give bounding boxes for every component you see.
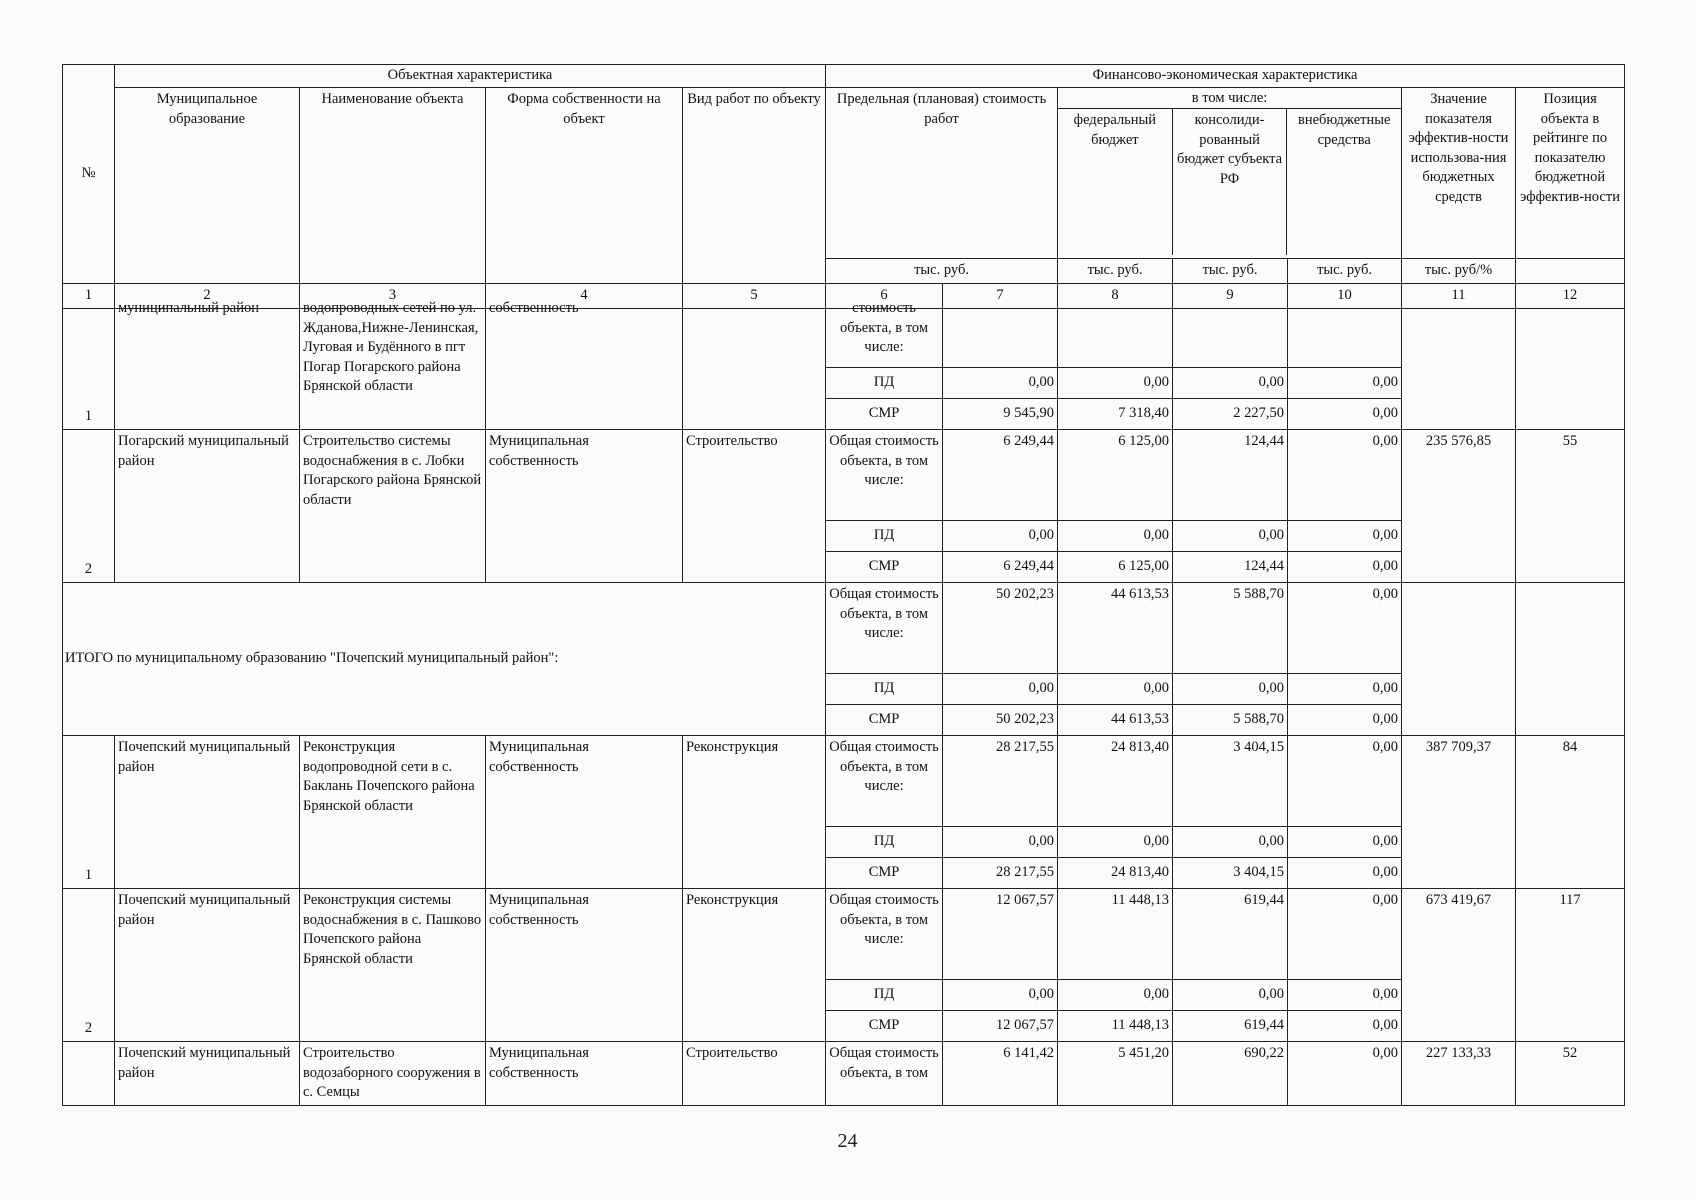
pd-value: 0,00: [1058, 521, 1173, 552]
cost-value: [1173, 309, 1288, 368]
work-type-cell: Реконструкция: [683, 736, 826, 889]
header-ownership: Форма собственности на объект: [486, 88, 683, 284]
cost-value: 0,00: [1288, 1042, 1402, 1106]
row-number: 1: [63, 736, 115, 889]
pd-value: 0,00: [943, 521, 1058, 552]
pd-value: 0,00: [1288, 368, 1402, 399]
cost-total-label: [826, 736, 943, 827]
rating-value: [1516, 583, 1625, 736]
column-number: 11: [1402, 284, 1516, 309]
header-group-finance: Финансово-экономическая характеристика: [826, 65, 1625, 88]
smr-value: 3 404,15: [1173, 858, 1288, 889]
cost-value: 0,00: [1288, 583, 1402, 674]
unit-rating: [1516, 259, 1625, 284]
unit-indicator: тыс. руб/%: [1402, 259, 1516, 284]
smr-value: 0,00: [1288, 705, 1402, 736]
cost-total-label-text: Общая стоимость объекта, в том числе:: [829, 433, 939, 489]
pd-value: 0,00: [1288, 521, 1402, 552]
header-including-label: в том числе:: [1058, 88, 1401, 109]
column-number: 9: [1173, 284, 1288, 309]
table-row-partial: [63, 1042, 1625, 1106]
column-number: 6: [826, 284, 943, 309]
pd-value: 0,00: [943, 980, 1058, 1011]
cost-value: 44 613,53: [1058, 583, 1173, 674]
row-number: [63, 1042, 115, 1106]
object-name-cell: [300, 300, 486, 430]
pd-label: ПД: [826, 980, 943, 1011]
cost-value: 0,00: [1288, 430, 1402, 521]
pd-value: 0,00: [1173, 827, 1288, 858]
smr-value: 7 318,40: [1058, 399, 1173, 430]
ownership-text: Муниципальная собственность: [489, 739, 589, 775]
pd-value: 0,00: [1173, 521, 1288, 552]
municipality-text: муниципальный район: [118, 300, 259, 316]
column-number: 4: [486, 284, 683, 309]
cost-value: 11 448,13: [1058, 889, 1173, 980]
ownership-text: собственность: [489, 300, 579, 316]
pd-value: 0,00: [1058, 674, 1173, 705]
smr-value: 28 217,55: [943, 858, 1058, 889]
column-number: 12: [1516, 284, 1625, 309]
smr-value: 0,00: [1288, 399, 1402, 430]
work-type-cell: Реконструкция: [683, 889, 826, 1042]
cost-value: 690,22: [1173, 1042, 1288, 1106]
pd-label: ПД: [826, 521, 943, 552]
smr-label: СМР: [826, 858, 943, 889]
cost-value: 0,00: [1288, 889, 1402, 980]
pd-value: 0,00: [943, 368, 1058, 399]
municipality-cell: [115, 736, 300, 889]
smr-value: 124,44: [1173, 552, 1288, 583]
rating-value: 52: [1516, 1042, 1625, 1106]
pd-label: ПД: [826, 368, 943, 399]
header-max-cost-label: Предельная (плановая) стоимость работ: [836, 91, 1047, 127]
header-max-cost: [826, 88, 1058, 259]
smr-value: 0,00: [1288, 1011, 1402, 1042]
header-rating: Позиция объекта в рейтинге по показателю бюджетной эффектив-ности: [1516, 88, 1625, 259]
pd-value: 0,00: [1288, 674, 1402, 705]
rating-value: 84: [1516, 736, 1625, 889]
column-number: 2: [115, 284, 300, 309]
ownership-cell: Муниципальная собственность: [486, 1042, 683, 1106]
total-row: [63, 583, 1625, 674]
object-name-text: водопроводных сетей по ул. Жданова,Нижне-Ленинская, Луговая и Будённого в пгт Погар Погарского района Брянской области: [303, 300, 479, 395]
object-name-cell: [300, 889, 486, 1042]
header-extrabudget: внебюджетные средства: [1297, 112, 1391, 148]
municipality-text: Погарский муниципальный район: [118, 433, 289, 469]
header-group-object: Объектная характеристика: [115, 65, 826, 88]
header-work-type: Вид работ по объекту: [683, 88, 826, 284]
cost-value: [1288, 309, 1402, 368]
ownership-cell: [486, 430, 683, 583]
pd-value: 0,00: [1173, 980, 1288, 1011]
object-name-text: Реконструкция водопроводной сети в с. Баклань Почепского района Брянской области: [303, 739, 475, 814]
cost-value: 3 404,15: [1173, 736, 1288, 827]
cost-value: 6 125,00: [1058, 430, 1173, 521]
cost-total-label: Общая стоимость объекта, в том числе:: [826, 583, 943, 674]
smr-value: 5 588,70: [1173, 705, 1288, 736]
work-type-cell: [683, 309, 826, 430]
header-indicator: Значение показателя эффектив-ности использова-ния бюджетных средств: [1402, 88, 1516, 259]
financial-table: [62, 64, 1625, 1106]
municipality-cell: Почепский муниципальный район: [115, 1042, 300, 1106]
cost-value: [1058, 309, 1173, 368]
pd-value: 0,00: [1058, 980, 1173, 1011]
row-number: 2: [63, 430, 115, 583]
total-label: ИТОГО по муниципальному образованию "Почепский муниципальный район":: [63, 583, 826, 736]
cost-value: 50 202,23: [943, 583, 1058, 674]
indicator-value: 673 419,67: [1402, 889, 1516, 1042]
unit-extrabudget: тыс. руб.: [1288, 259, 1402, 284]
header-num: №: [63, 65, 115, 284]
page-number: 24: [837, 1130, 858, 1152]
header-including: [1058, 88, 1402, 259]
rating-value: 117: [1516, 889, 1625, 1042]
municipality-cell: [115, 430, 300, 583]
header-federal: федеральный бюджет: [1058, 109, 1173, 255]
cost-total-label: [826, 300, 943, 368]
pd-value: 0,00: [1173, 674, 1288, 705]
column-number: 5: [683, 284, 826, 309]
pd-value: 0,00: [1173, 368, 1288, 399]
pd-value: 0,00: [1058, 827, 1173, 858]
cost-value: 28 217,55: [943, 736, 1058, 827]
cost-total-label: Общая стоимость объекта, в том: [826, 1042, 943, 1106]
object-name-text: Реконструкция системы водоснабжения в с. Пашково Почепского района Брянской области: [303, 892, 482, 967]
smr-value: 6 125,00: [1058, 552, 1173, 583]
pd-value: 0,00: [1058, 368, 1173, 399]
rating-value: [1516, 309, 1625, 430]
indicator-value: [1402, 309, 1516, 430]
smr-value: 12 067,57: [943, 1011, 1058, 1042]
cost-value: 0,00: [1288, 736, 1402, 827]
column-number: 1: [63, 284, 115, 309]
object-name-text: Строительство системы водоснабжения в с. Лобки Погарского района Брянской области: [303, 433, 482, 508]
unit-max-cost: тыс. руб.: [826, 259, 1058, 284]
object-name-cell: Строительство водозаборного сооружения в с. Семцы: [300, 1042, 486, 1106]
ownership-cell: [486, 300, 683, 430]
indicator-value: 227 133,33: [1402, 1042, 1516, 1106]
cost-value: 12 067,57: [943, 889, 1058, 980]
object-name-cell: [300, 430, 486, 583]
cost-value: 6 141,42: [943, 1042, 1058, 1106]
table-row: [63, 430, 1625, 521]
smr-label: СМР: [826, 705, 943, 736]
ownership-cell: [486, 889, 683, 1042]
smr-value: 50 202,23: [943, 705, 1058, 736]
column-number: 7: [943, 284, 1058, 309]
municipality-text: Почепский муниципальный район: [118, 739, 291, 775]
ownership-text: Муниципальная собственность: [489, 433, 589, 469]
smr-value: 619,44: [1173, 1011, 1288, 1042]
column-number: 8: [1058, 284, 1173, 309]
cost-value: 124,44: [1173, 430, 1288, 521]
ownership-cell: [486, 736, 683, 889]
cost-value: [943, 309, 1058, 368]
header-municipality: Муниципальное образование: [115, 88, 300, 284]
object-name-cell: [300, 736, 486, 889]
smr-value: 2 227,50: [1173, 399, 1288, 430]
column-number: 10: [1288, 284, 1402, 309]
cost-value: 24 813,40: [1058, 736, 1173, 827]
unit-consolidated: тыс. руб.: [1173, 259, 1288, 284]
header-object-name: Наименование объекта: [300, 88, 486, 284]
cost-total-label: [826, 430, 943, 521]
pd-label: ПД: [826, 827, 943, 858]
rating-value: 55: [1516, 430, 1625, 583]
cost-total-label: [826, 889, 943, 980]
pd-value: 0,00: [1288, 827, 1402, 858]
row-number: 1: [63, 309, 115, 430]
municipality-cell: [115, 889, 300, 1042]
table-row: [63, 889, 1625, 980]
municipality-cell: [115, 300, 300, 430]
cost-value: 5 451,20: [1058, 1042, 1173, 1106]
smr-value: 6 249,44: [943, 552, 1058, 583]
indicator-value: 387 709,37: [1402, 736, 1516, 889]
work-type-cell: Строительство: [683, 430, 826, 583]
cost-value: 6 249,44: [943, 430, 1058, 521]
pd-label: ПД: [826, 674, 943, 705]
work-type-cell: Строительство: [683, 1042, 826, 1106]
pd-value: 0,00: [1288, 980, 1402, 1011]
indicator-value: 235 576,85: [1402, 430, 1516, 583]
smr-value: 0,00: [1288, 552, 1402, 583]
cost-value: 619,44: [1173, 889, 1288, 980]
smr-value: 44 613,53: [1058, 705, 1173, 736]
table-row: [63, 309, 1625, 368]
pd-value: 0,00: [943, 827, 1058, 858]
cost-total-label-text: Общая стоимость объекта, в том числе:: [829, 892, 939, 948]
pd-value: 0,00: [943, 674, 1058, 705]
header-consolidated: консолиди-рованный бюджет субъекта РФ: [1173, 109, 1288, 255]
smr-value: 11 448,13: [1058, 1011, 1173, 1042]
cost-value: 5 588,70: [1173, 583, 1288, 674]
column-number: 3: [300, 284, 486, 309]
cost-total-label-text: Общая стоимость объекта, в том числе:: [829, 739, 939, 795]
smr-label: СМР: [826, 1011, 943, 1042]
smr-value: 9 545,90: [943, 399, 1058, 430]
smr-label: СМР: [826, 399, 943, 430]
smr-label: СМР: [826, 552, 943, 583]
unit-federal: тыс. руб.: [1058, 259, 1173, 284]
table-row: [63, 736, 1625, 827]
smr-value: 24 813,40: [1058, 858, 1173, 889]
cost-total-label-text: стоимость объекта, в том числе:: [840, 300, 929, 356]
ownership-text: Муниципальная собственность: [489, 892, 589, 928]
row-number: 2: [63, 889, 115, 1042]
municipality-text: Почепский муниципальный район: [118, 892, 291, 928]
indicator-value: [1402, 583, 1516, 736]
smr-value: 0,00: [1288, 858, 1402, 889]
